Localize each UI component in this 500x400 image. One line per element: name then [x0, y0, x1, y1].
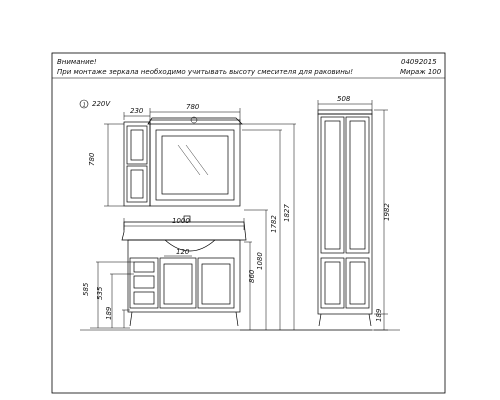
column-width-label: 508: [337, 95, 351, 103]
height-1827-label: 1827: [283, 204, 291, 222]
column-height-label: 1982: [383, 203, 391, 221]
mirror-cabinet: [124, 122, 150, 206]
height-535-label: 535: [96, 286, 104, 300]
warning-title: Внимание!: [57, 58, 97, 66]
height-189-left-label: 189: [105, 306, 113, 320]
drawing-frame: [52, 53, 445, 393]
height-585-label: 585: [82, 282, 90, 296]
sink-width-label: 1000: [172, 217, 190, 225]
mirror: [148, 117, 242, 206]
height-860-label: 860: [248, 269, 256, 283]
model-name: Мираж 100: [400, 68, 442, 76]
cabinet-width-label: 230: [130, 107, 144, 115]
tall-column: [318, 110, 372, 326]
height-1782-label: 1782: [270, 215, 278, 233]
warning-text: При монтаже зеркала необходимо учитывать высоту смесителя для раковины!: [57, 68, 354, 76]
height-189-right-label: 189: [375, 308, 383, 322]
height-1080-label: 1080: [256, 252, 264, 270]
svg-text:1: 1: [82, 102, 86, 109]
mirror-width-label: 780: [186, 103, 200, 111]
mirror-height-label: 780: [88, 152, 96, 166]
article-number: 04092015: [401, 58, 437, 66]
voltage-label: 220V: [92, 100, 111, 108]
socket-icon: [80, 100, 88, 108]
tap-offset-label: 120: [176, 248, 190, 256]
